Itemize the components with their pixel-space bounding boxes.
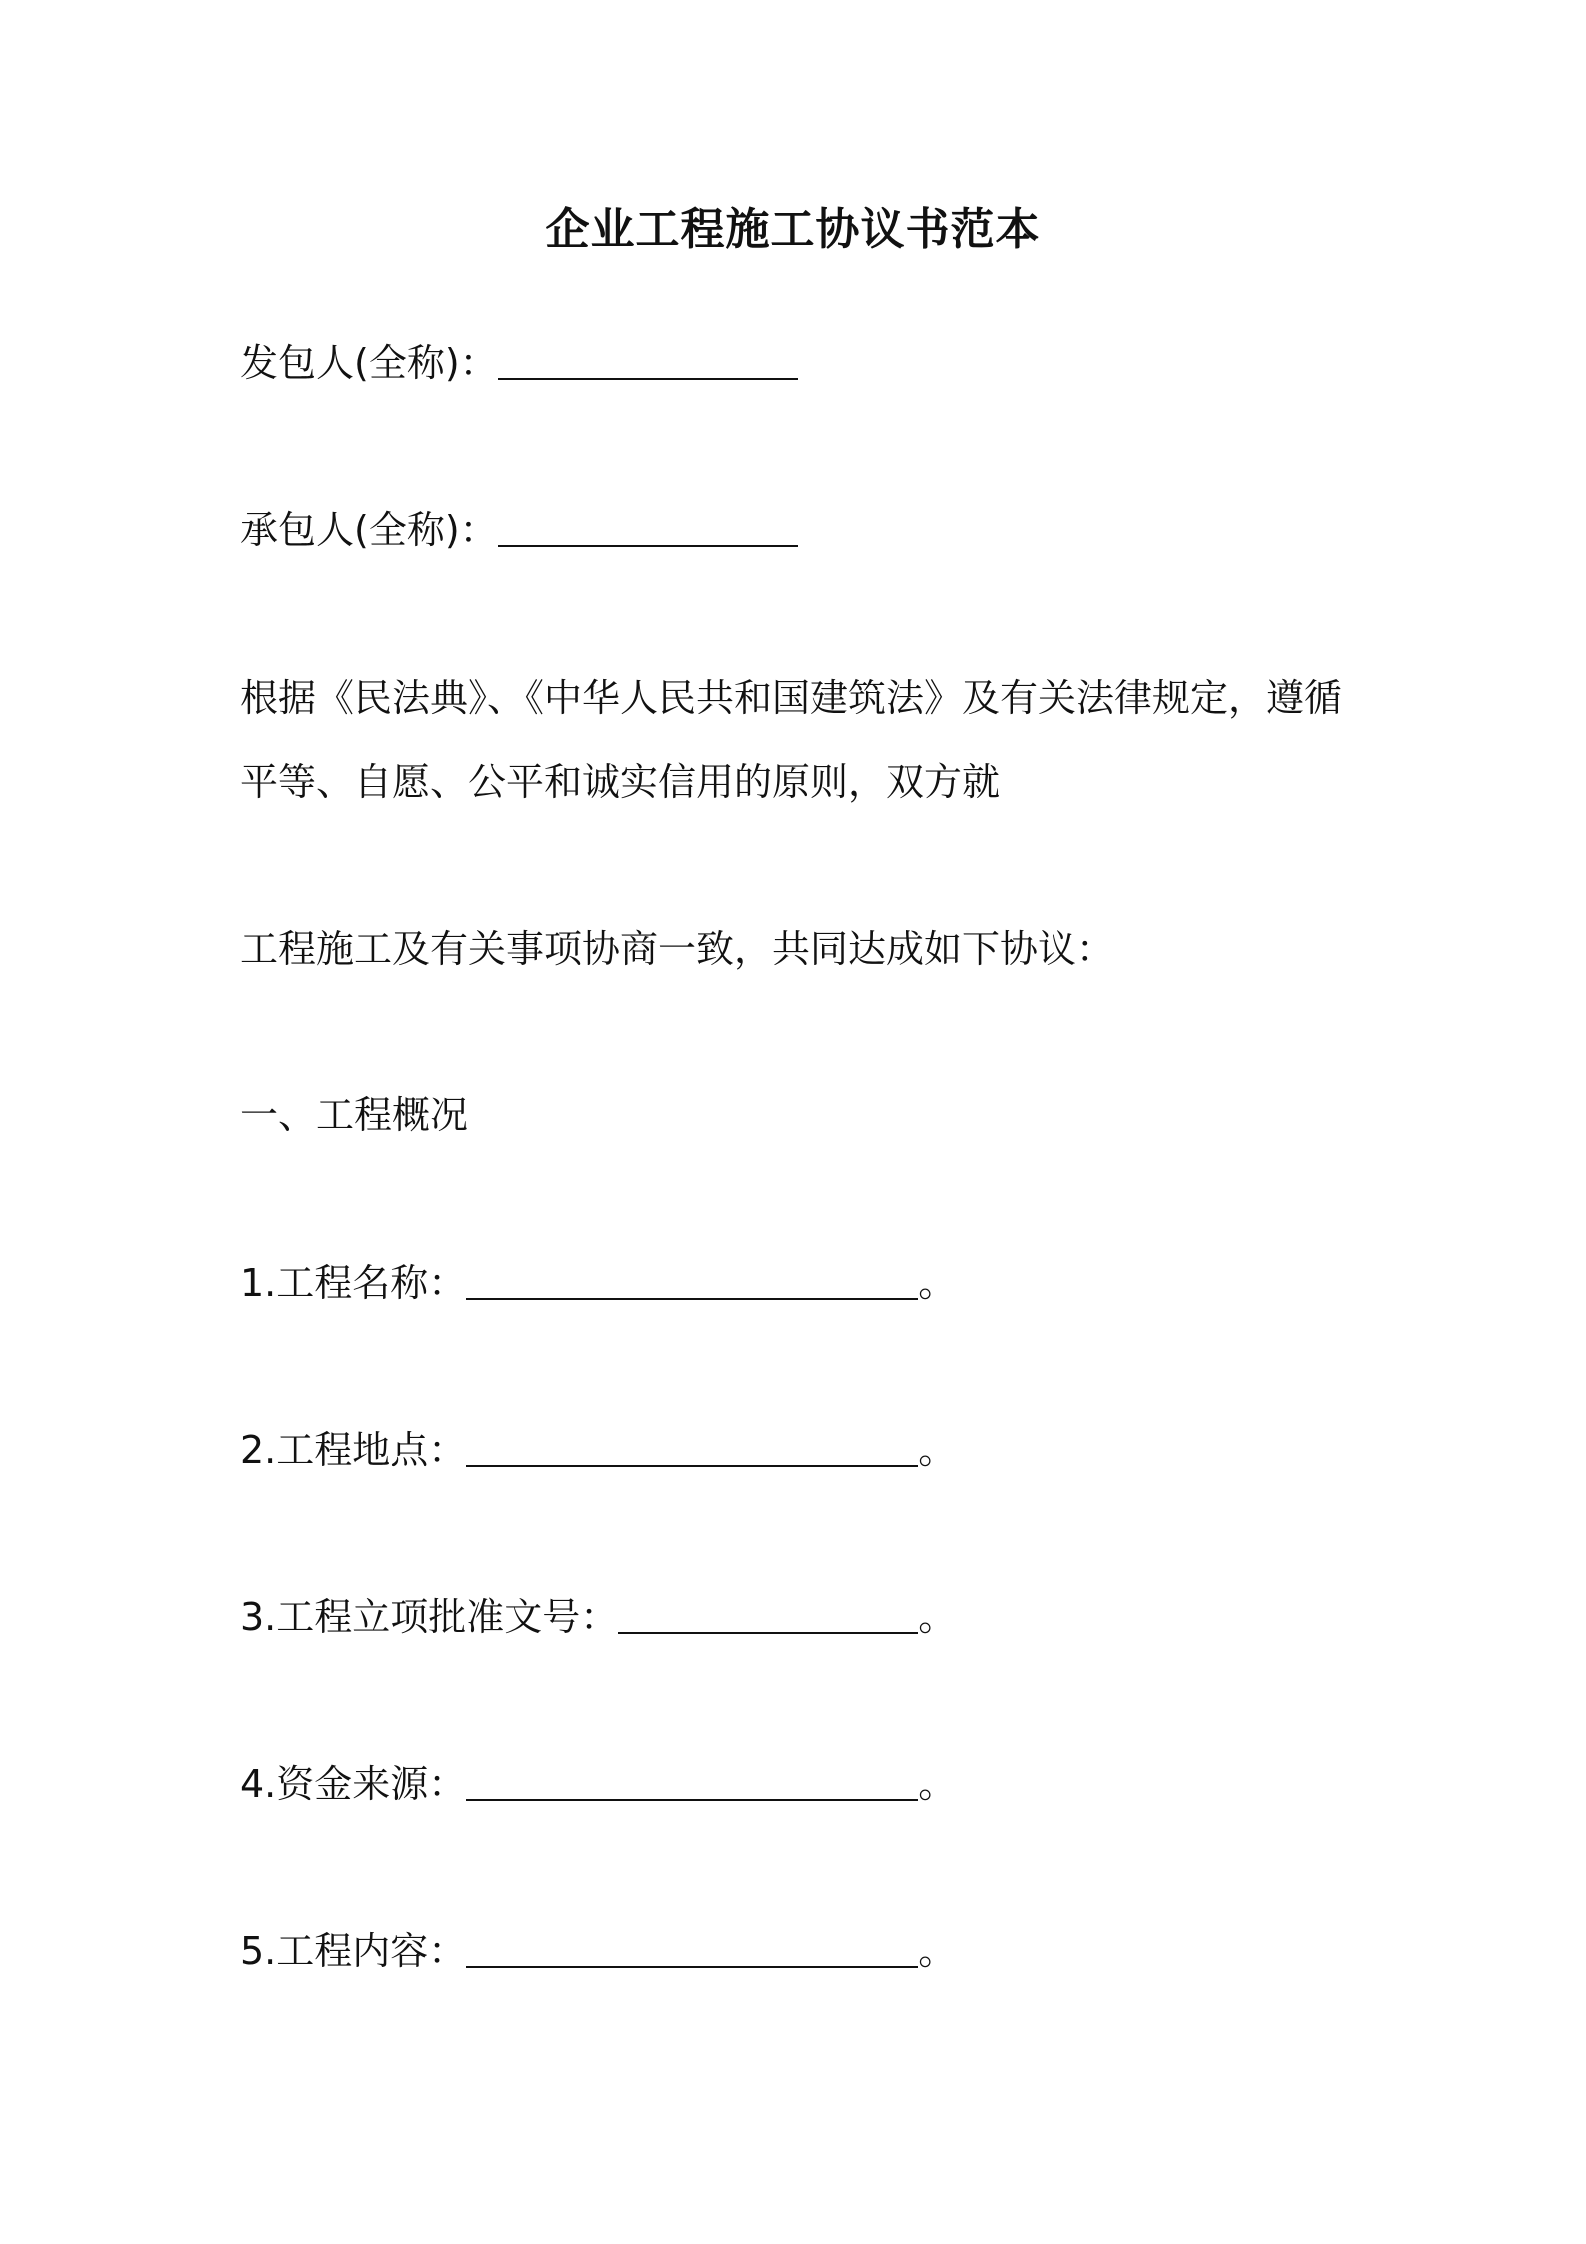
item-end: 。 — [918, 1595, 957, 1639]
intro-line-2: 工程施工及有关事项协商一致，共同达成如下协议： — [240, 927, 1115, 971]
item-funding-source — [240, 1757, 956, 1811]
contractor-label: 承包人(全称)： — [240, 508, 498, 552]
item-label: 1.工程名称： — [240, 1261, 467, 1305]
item-approval-number — [240, 1590, 956, 1644]
document-title: 企业工程施工协议书范本 — [545, 204, 1041, 255]
item-end: 。 — [918, 1261, 957, 1305]
item-label: 3.工程立项批准文号： — [240, 1595, 619, 1639]
item-label: 2.工程地点： — [240, 1428, 467, 1472]
project-content-blank[interactable] — [466, 1926, 918, 1968]
project-location-blank[interactable] — [466, 1425, 918, 1467]
project-name-blank[interactable] — [466, 1258, 918, 1300]
item-end: 。 — [918, 1428, 957, 1472]
item-end: 。 — [918, 1762, 957, 1806]
employer-blank[interactable] — [498, 338, 798, 380]
section1-heading: 一、工程概况 — [240, 1093, 469, 1137]
item-project-content — [240, 1924, 956, 1978]
contractor-line — [240, 503, 798, 557]
item-end: 。 — [918, 1929, 957, 1973]
employer-label: 发包人(全称)： — [240, 341, 498, 385]
item-project-name — [240, 1256, 956, 1310]
approval-number-blank[interactable] — [618, 1592, 918, 1634]
funding-source-blank[interactable] — [466, 1759, 918, 1801]
contractor-blank[interactable] — [498, 505, 798, 547]
employer-line — [240, 336, 798, 390]
item-project-location — [240, 1423, 956, 1477]
item-label: 4.资金来源： — [240, 1762, 467, 1806]
item-label: 5.工程内容： — [240, 1929, 467, 1973]
intro-paragraph: 根据《民法典》、《中华人民共和国建筑法》及有关法律规定，遵循平等、自愿、公平和诚实信用的原则，双方就 — [240, 676, 1343, 804]
